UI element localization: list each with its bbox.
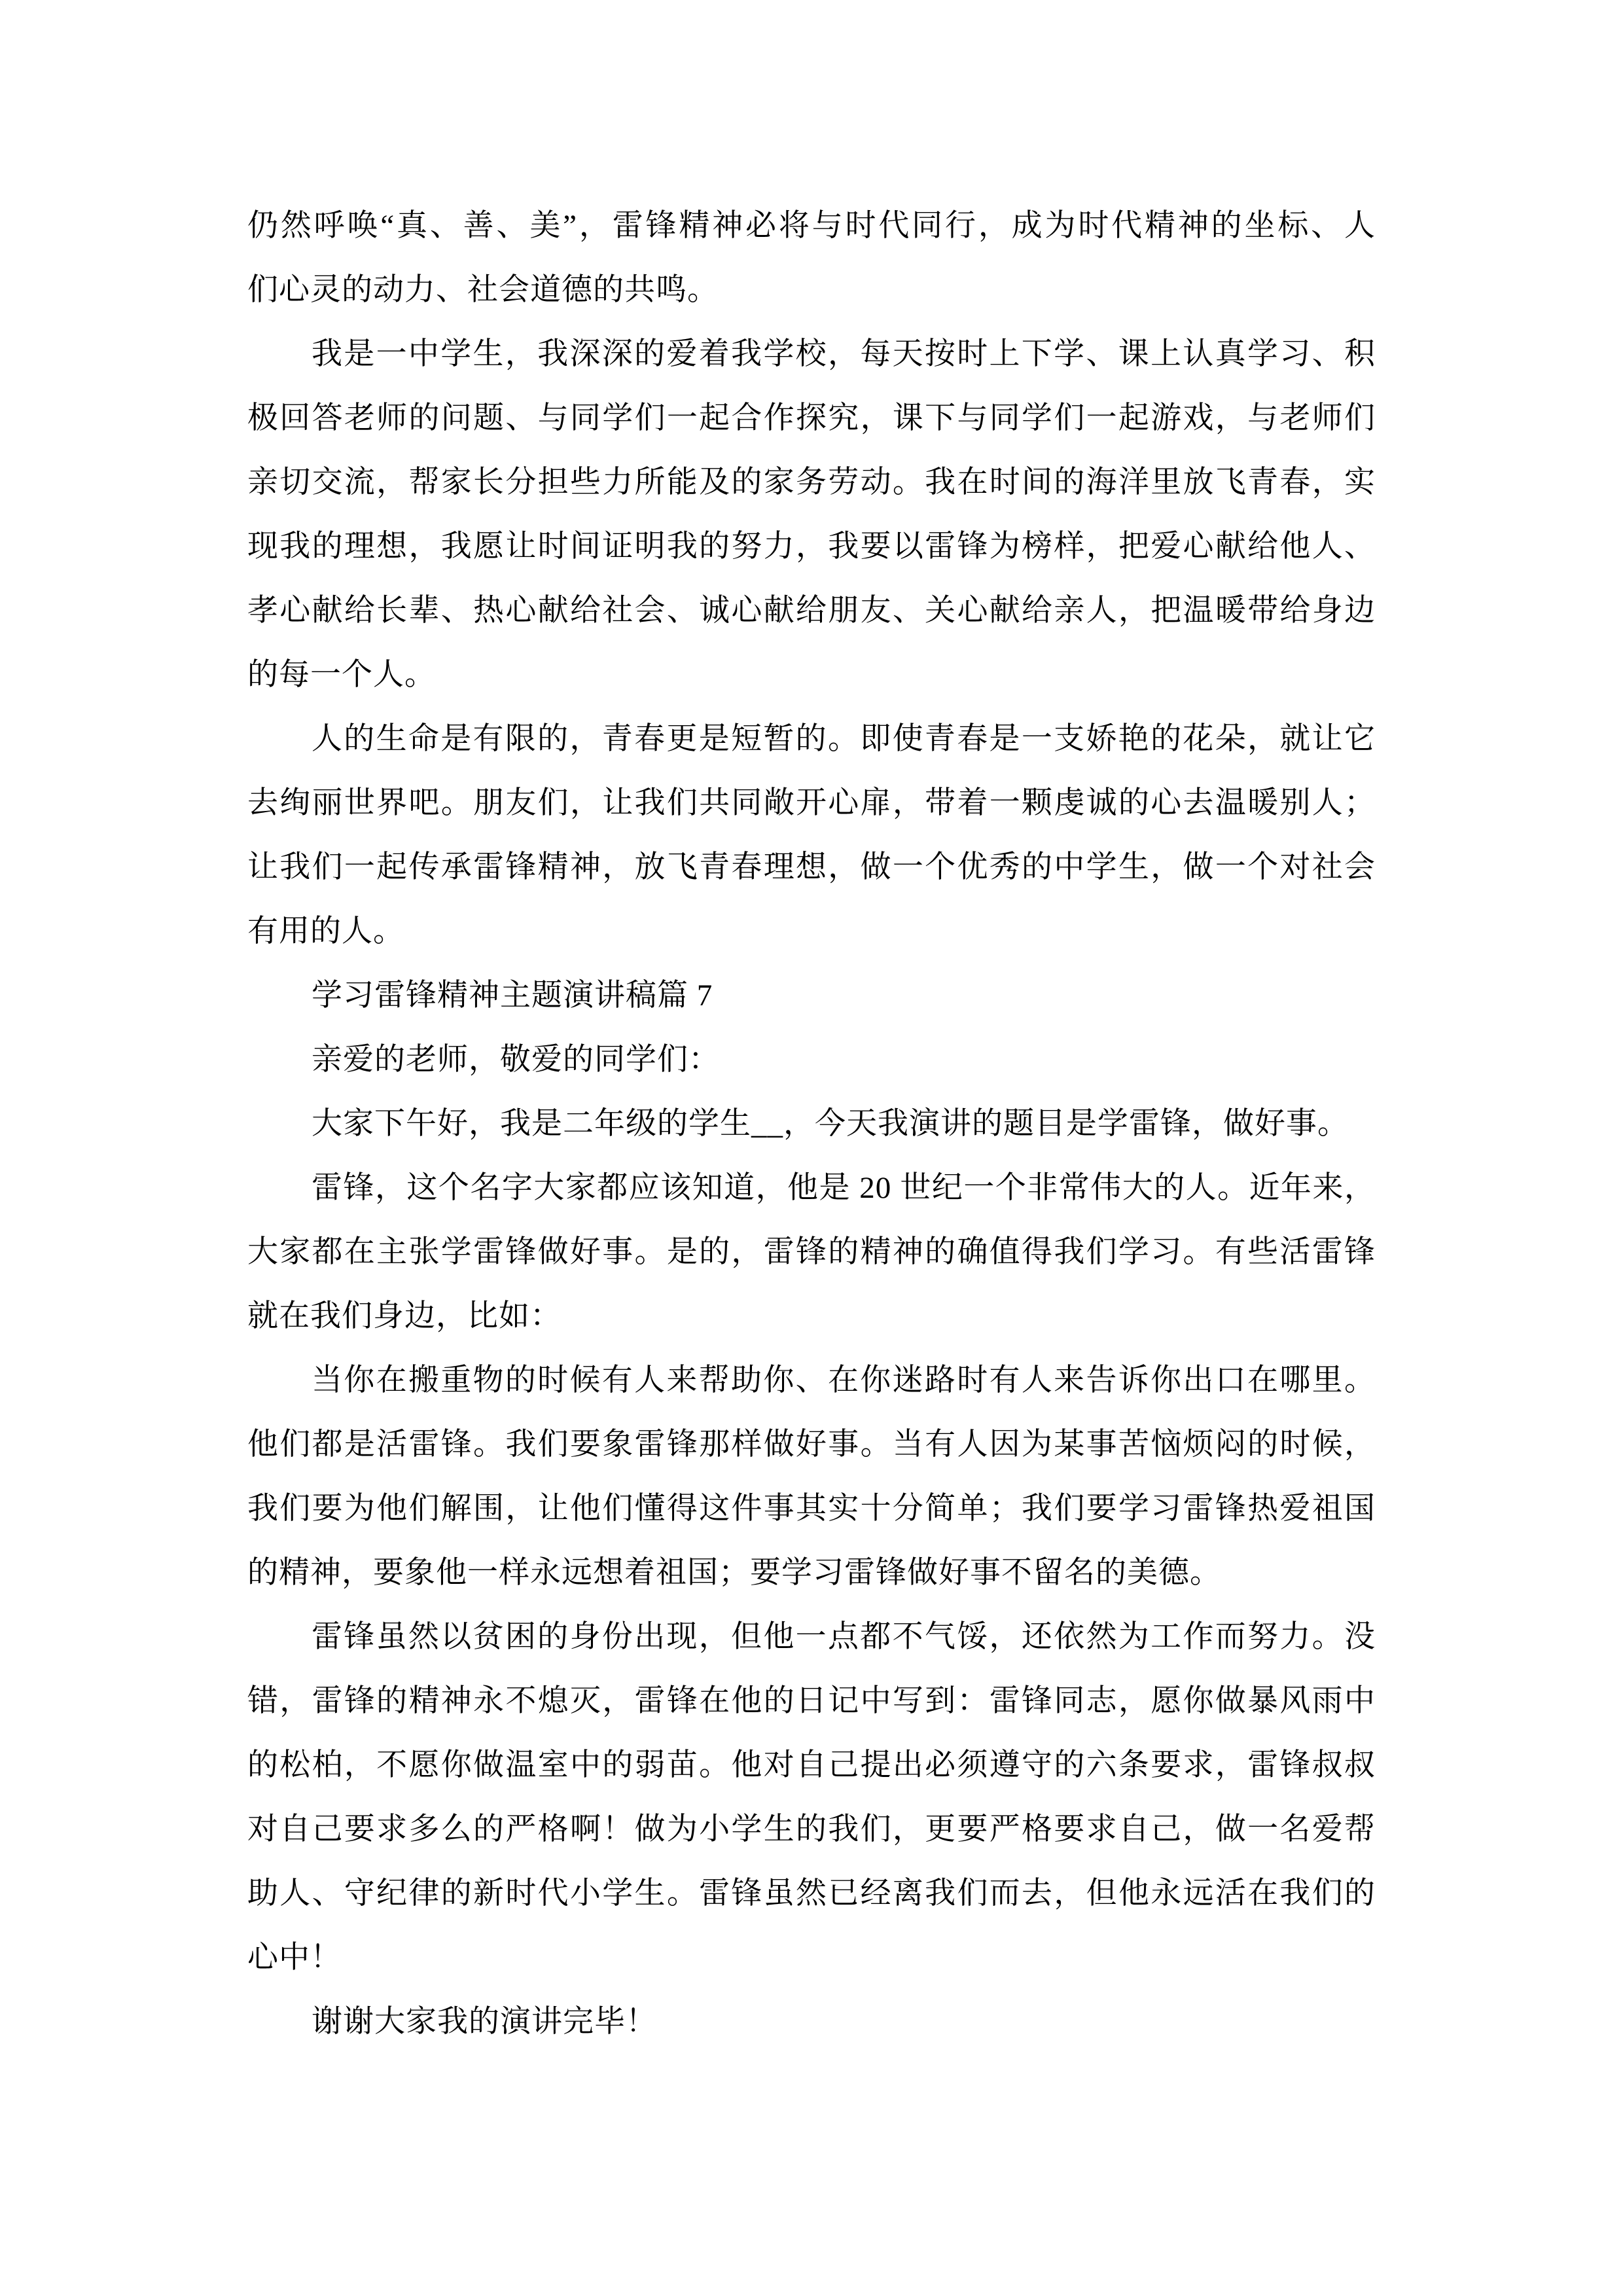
text-line: 仍然呼唤“真、善、美”，雷锋精神必将与时代同行，成为时代精神的坐标、人 (247, 209, 1376, 243)
text-line: 孝心献给长辈、热心献给社会、诚心献给朋友、关心献给亲人，把温暖带给身边 (247, 594, 1376, 628)
section-title-line: 学习雷锋精神主题演讲稿篇 7 (312, 978, 713, 1013)
text-line: 现我的理想，我愿让时间证明我的努力，我要以雷锋为榜样，把爱心献给他人、 (247, 529, 1376, 564)
text-line: 助人、守纪律的新时代小学生。雷锋虽然已经离我们而去，但他永远活在我们的 (247, 1876, 1376, 1910)
text-line: 亲爱的老师，敬爱的同学们： (312, 1043, 720, 1077)
text-line: 的每一个人。 (247, 658, 436, 692)
text-line: 极回答老师的问题、与同学们一起合作探究，课下与同学们一起游戏，与老师们 (247, 401, 1376, 435)
text-line: 们心灵的动力、社会道德的共鸣。 (247, 273, 719, 307)
document-page (247, 194, 1376, 2054)
text-line: 让我们一起传承雷锋精神，放飞青春理想，做一个优秀的中学生，做一个对社会 (247, 850, 1376, 884)
text-line: 的松柏，不愿你做温室中的弱苗。他对自己提出必须遵守的六条要求，雷锋叔叔 (247, 1748, 1376, 1782)
text-line: 的精神，要象他一样永远想着祖国；要学习雷锋做好事不留名的美德。 (247, 1556, 1221, 1590)
text-line: 我是一中学生，我深深的爱着我学校，每天按时上下学、课上认真学习、积 (312, 337, 1376, 371)
text-line: 错，雷锋的精神永不熄灭，雷锋在他的日记中写到：雷锋同志，愿你做暴风雨中 (247, 1684, 1376, 1718)
text-line: 大家都在主张学雷锋做好事。是的，雷锋的精神的确值得我们学习。有些活雷锋 (247, 1235, 1376, 1269)
text-line: 大家下午好，我是二年级的学生__，今天我演讲的题目是学雷锋，做好事。 (312, 1107, 1349, 1141)
text-line: 谢谢大家我的演讲完毕！ (312, 2005, 657, 2039)
text-line: 雷锋虽然以贫困的身份出现，但他一点都不气馁，还依然为工作而努力。没 (312, 1620, 1376, 1654)
text-line: 当你在搬重物的时候有人来帮助你、在你迷路时有人来告诉你出口在哪里。 (312, 1363, 1376, 1397)
text-line: 人的生命是有限的，青春更是短暂的。即使青春是一支娇艳的花朵，就让它 (312, 722, 1376, 756)
text-line: 去绚丽世界吧。朋友们，让我们共同敞开心扉，带着一颗虔诚的心去温暖别人； (247, 786, 1376, 820)
text-line: 对自己要求多么的严格啊！做为小学生的我们，更要严格要求自己，做一名爱帮 (247, 1812, 1376, 1846)
text-line: 心中！ (247, 1941, 342, 1975)
text-line: 就在我们身边，比如： (247, 1299, 562, 1333)
text-line: 他们都是活雷锋。我们要象雷锋那样做好事。当有人因为某事苦恼烦闷的时候， (247, 1427, 1376, 1462)
text-line: 亲切交流，帮家长分担些力所能及的家务劳动。我在时间的海洋里放飞青春，实 (247, 465, 1376, 499)
text-line: 有用的人。 (247, 914, 404, 948)
text-line: 我们要为他们解围，让他们懂得这件事其实十分简单；我们要学习雷锋热爱祖国 (247, 1492, 1376, 1526)
text-line: 雷锋，这个名字大家都应该知道，他是 20 世纪一个非常伟大的人。近年来， (312, 1171, 1376, 1205)
